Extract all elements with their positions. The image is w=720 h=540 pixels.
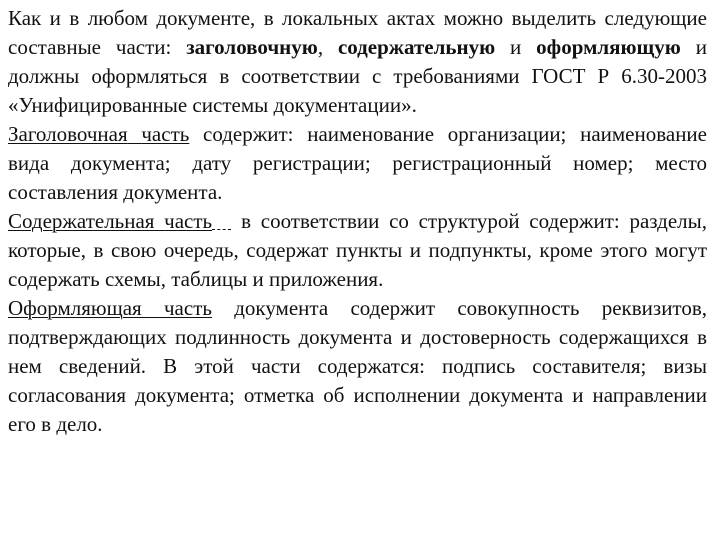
term-heading-part: заголовочную xyxy=(186,35,318,59)
intro-text-end: и должны оформляться в соответствии с требованиями ГОСТ Р 6.30-2003 «Унифицированные системы документации». xyxy=(8,35,707,117)
content-part-term-word2: часть xyxy=(164,209,213,233)
term-formatting-part: оформляющую xyxy=(536,35,681,59)
heading-part-term-space xyxy=(128,122,142,146)
content-part-term-word1: Содержательная xyxy=(8,209,155,233)
heading-part-paragraph xyxy=(8,120,707,207)
formatting-part-term: Оформляющая часть xyxy=(8,296,212,320)
intro-paragraph xyxy=(8,4,707,120)
content-part-term-gap xyxy=(212,209,231,233)
document-page xyxy=(8,4,707,439)
term-content-part: содержательную xyxy=(337,35,496,59)
heading-part-term-word2: часть xyxy=(141,122,190,146)
content-part-term-space xyxy=(154,209,164,233)
heading-part-text: содержит: наименование организации; наименование вида документа; дату регистрации; регистрационный номер; место составления документа. xyxy=(8,122,707,204)
intro-comma: , xyxy=(317,35,338,59)
formatting-part-paragraph xyxy=(8,294,707,439)
heading-part-term-word1: Заголовочная xyxy=(8,122,128,146)
content-part-text: в соответствии со структурой содержит: разделы, которые, в свою очередь, содержат пункты и подпункты, кроме этого могут содержать схемы, таблицы и приложения. xyxy=(8,209,708,291)
formatting-part-text: документа содержит совокупность реквизитов, подтверждающих подлинность документа и достоверность содержащихся в нем сведений. В этой части содержатся: подпись составителя; визы согласования документа; отметка об исполнении документа и направлении его в дело. xyxy=(8,296,707,436)
content-part-paragraph xyxy=(8,207,707,294)
intro-text: Как и в любом документе, в локальных актах можно выделить следующие составные части: xyxy=(8,6,707,59)
intro-and: и xyxy=(495,35,537,59)
